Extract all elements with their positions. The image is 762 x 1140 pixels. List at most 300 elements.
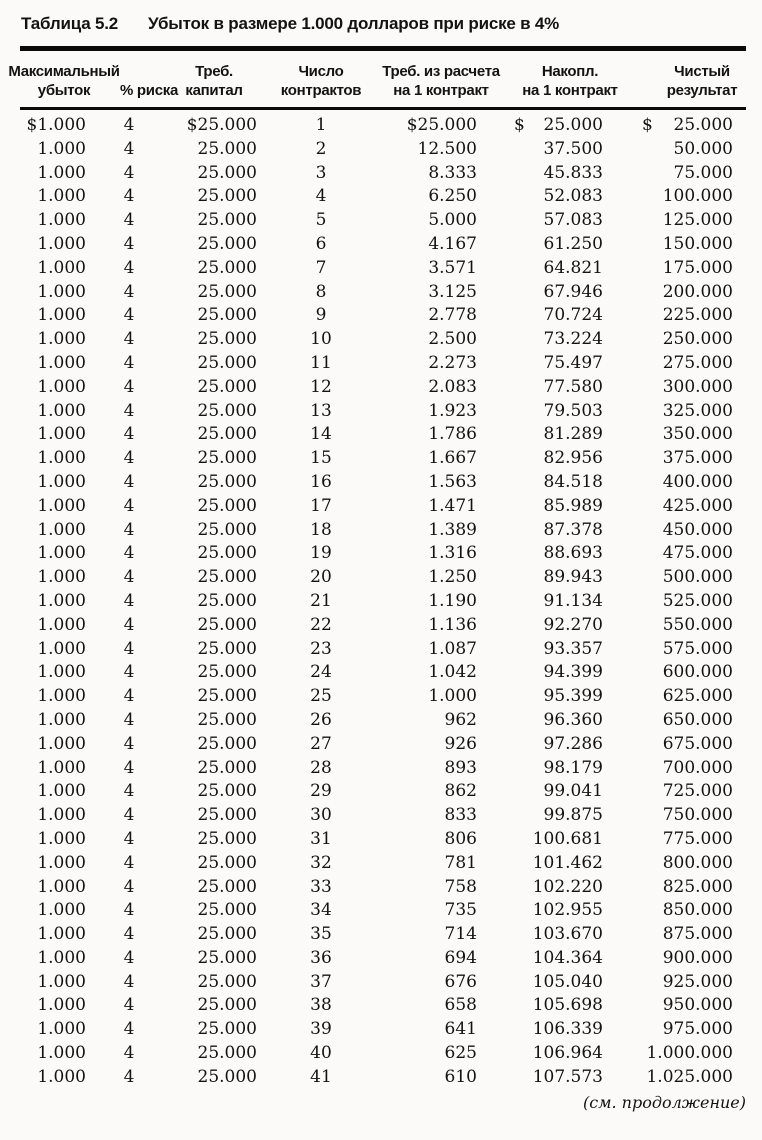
table-cell: 225.000 (662, 305, 733, 326)
table-cell: 75.497 (543, 352, 603, 373)
table-cell: 1 (315, 115, 327, 135)
table-cell: 25.000 (197, 1019, 257, 1040)
table-cell: 41 (310, 1066, 332, 1087)
table-cell: 3.125 (428, 281, 477, 302)
table-cell: 25.000 (197, 828, 257, 849)
table-cell: 1.000.000 (646, 1043, 733, 1064)
table-cell: 1.250 (428, 567, 477, 588)
table-cell: 40 (310, 1043, 332, 1064)
table-cell: 550.000 (662, 614, 733, 635)
table-cell: 1.000 (37, 448, 86, 469)
table-cell: 325.000 (662, 400, 733, 421)
table-cell: $1.000 (26, 115, 86, 135)
table-cell: 4 (123, 924, 135, 945)
table-cell: 758 (444, 876, 477, 897)
table-cell: 12.500 (417, 138, 477, 159)
table-row (20, 757, 746, 781)
col-header-5: Треб. из расчета на 1 контракт (382, 49, 480, 109)
table-cell: 1.000 (37, 686, 86, 707)
table-cell: 104.364 (532, 947, 603, 968)
table-cell: 25.000 (197, 305, 257, 326)
table-cell: 806 (444, 828, 477, 849)
table-row (20, 471, 746, 495)
table-cell: 107.573 (532, 1066, 603, 1087)
table-cell: 8.333 (428, 162, 477, 183)
table-cell: 4 (123, 995, 135, 1016)
table-cell: 31 (310, 828, 332, 849)
table-cell: 1.000 (37, 995, 86, 1016)
table-cell: 1.000 (37, 805, 86, 826)
dollar-sign: $ (642, 115, 653, 135)
table-cell: 4 (315, 186, 327, 207)
table-cell: 4 (123, 162, 135, 183)
table-cell: 525.000 (662, 590, 733, 611)
table-cell: 87.378 (543, 519, 603, 540)
table-cell: 1.471 (428, 495, 477, 516)
table-cell: 714 (444, 924, 477, 945)
table-cell: 700.000 (662, 757, 733, 778)
table-cell: 25.000 (197, 852, 257, 873)
table-cell: 1.000 (37, 186, 86, 207)
table-cell: 4 (123, 495, 135, 516)
table-cell: 4 (123, 305, 135, 326)
table-cell: 4 (123, 686, 135, 707)
table-cell: 88.693 (543, 543, 603, 564)
table-cell: 24 (310, 662, 332, 683)
col-header-2: % риска (90, 49, 168, 109)
table-cell: 200.000 (662, 281, 733, 302)
table-caption: Убыток в размере 1.000 долларов при риске в 4% (148, 14, 560, 33)
table-cell: 658 (444, 995, 477, 1016)
table-cell: 1.000 (37, 971, 86, 992)
table-cell: 4 (123, 1066, 135, 1087)
table-cell: 96.360 (543, 709, 603, 730)
table-cell: 4 (123, 376, 135, 397)
table-cell: 926 (444, 733, 477, 754)
table-cell: 25.000 (197, 257, 257, 278)
table-cell: $25.000 (406, 115, 477, 135)
table-cell: 1.000 (37, 352, 86, 373)
table-cell: 89.943 (543, 567, 603, 588)
table-row (20, 685, 746, 709)
table-cell: 1.087 (428, 638, 477, 659)
table-cell: 775.000 (662, 828, 733, 849)
table-cell: 79.503 (543, 400, 603, 421)
table-cell: 641 (444, 1019, 477, 1040)
table-cell: 19 (310, 543, 332, 564)
table-cell: 12 (310, 376, 332, 397)
table-cell: 25.000 (197, 614, 257, 635)
table-cell: 25.000 (197, 424, 257, 445)
table-cell: 1.025.000 (646, 1066, 733, 1087)
table-cell: 25.000 (197, 281, 257, 302)
table-cell: 105.040 (532, 971, 603, 992)
table-cell: 10 (310, 329, 332, 350)
table-cell: 4.167 (428, 233, 477, 254)
table-row (20, 447, 746, 471)
table-cell: 4 (123, 662, 135, 683)
table-cell: 4 (123, 947, 135, 968)
table-cell: 1.000 (37, 138, 86, 159)
table-cell: 25.000 (197, 138, 257, 159)
table-cell: 1.000 (37, 281, 86, 302)
table-cell: 862 (444, 781, 477, 802)
table-header (8, 49, 746, 109)
table-row (20, 899, 746, 923)
table-cell: 175.000 (662, 257, 733, 278)
table-cell: 4 (123, 329, 135, 350)
table-cell: 4 (123, 828, 135, 849)
table-cell: 625 (444, 1043, 477, 1064)
table-cell: 25.000 (197, 352, 257, 373)
table-cell: 57.083 (543, 210, 603, 231)
table-cell: 1.000 (37, 1019, 86, 1040)
risk-table (8, 46, 746, 1090)
table-cell: 15 (310, 448, 332, 469)
table-cell: 4 (123, 186, 135, 207)
table-row (20, 281, 746, 305)
table-row (20, 209, 746, 233)
table-cell: 825.000 (662, 876, 733, 897)
table-cell: 1.000 (37, 614, 86, 635)
table-row (20, 828, 746, 852)
table-cell: 1.000 (37, 424, 86, 445)
table-cell: 106.339 (532, 1019, 603, 1040)
table-row (20, 923, 746, 947)
table-cell: 25.000 (197, 590, 257, 611)
table-cell: 32 (310, 852, 332, 873)
table-row (20, 257, 746, 281)
table-cell: 98.179 (543, 757, 603, 778)
table-cell: 1.667 (428, 448, 477, 469)
table-number: Таблица 5.2 (21, 14, 119, 33)
table-row (20, 590, 746, 614)
table-cell: 35 (310, 924, 332, 945)
table-cell: 52.083 (543, 186, 603, 207)
table-cell: 2.500 (428, 329, 477, 350)
table-cell: 1.786 (428, 424, 477, 445)
table-cell: 99.041 (543, 781, 603, 802)
table-row (20, 804, 746, 828)
table-cell: 650.000 (662, 709, 733, 730)
table-cell: 1.000 (37, 162, 86, 183)
table-cell: 20 (310, 567, 332, 588)
table-cell: 2.778 (428, 305, 477, 326)
table-cell: 1.000 (37, 852, 86, 873)
table-cell: 4 (123, 400, 135, 421)
table-cell: 475.000 (662, 543, 733, 564)
table-cell: 1.389 (428, 519, 477, 540)
table-cell: 45.833 (543, 162, 603, 183)
table-cell: 25.000 (197, 709, 257, 730)
table-cell: 103.670 (532, 924, 603, 945)
dollar-sign: $ (514, 115, 525, 135)
table-cell: 70.724 (543, 305, 603, 326)
table-cell: 38 (310, 995, 332, 1016)
table-row (20, 328, 746, 352)
table-row (20, 109, 746, 138)
table-cell: 21 (310, 590, 332, 611)
table-cell: 25.000 (197, 971, 257, 992)
table-cell: 25.000 (197, 376, 257, 397)
table-cell: 25.000 (197, 876, 257, 897)
table-cell: 4 (123, 424, 135, 445)
table-cell: 77.580 (543, 376, 603, 397)
table-cell: 25.000 (197, 471, 257, 492)
table-cell: 781 (444, 852, 477, 873)
table-cell: 75.000 (673, 162, 733, 183)
table-cell: 1.000 (37, 1043, 86, 1064)
table-cell: 900.000 (662, 947, 733, 968)
table-cell: 7 (315, 257, 327, 278)
table-cell: 100.000 (662, 186, 733, 207)
table-cell: 25.000 (197, 400, 257, 421)
table-cell: 4 (123, 138, 135, 159)
table-cell: 93.357 (543, 638, 603, 659)
table-cell: 102.220 (532, 876, 603, 897)
table-cell: 25.000 (197, 947, 257, 968)
table-cell: 1.000 (37, 210, 86, 231)
table-cell: 67.946 (543, 281, 603, 302)
table-cell: 1.000 (37, 662, 86, 683)
table-cell: 25.000 (197, 1066, 257, 1087)
table-row (20, 376, 746, 400)
table-cell: 1.000 (37, 471, 86, 492)
table-title (0, 0, 762, 34)
table-cell: 893 (444, 757, 477, 778)
table-cell: 85.989 (543, 495, 603, 516)
table-cell: 8 (315, 281, 327, 302)
table-cell: 13 (310, 400, 332, 421)
table-cell: 11 (310, 352, 332, 373)
table-row (20, 971, 746, 995)
table-row (20, 519, 746, 543)
table-cell: 4 (123, 781, 135, 802)
table-cell: 610 (444, 1066, 477, 1087)
table-cell: 1.000 (37, 305, 86, 326)
table-cell: 4 (123, 1019, 135, 1040)
table-cell: 94.399 (543, 662, 603, 683)
table-row (20, 352, 746, 376)
table-cell: 29 (310, 781, 332, 802)
table-cell: 375.000 (662, 448, 733, 469)
table-row (20, 614, 746, 638)
table-cell: 25.000 (197, 924, 257, 945)
table-row (20, 947, 746, 971)
table-cell: 6.250 (428, 186, 477, 207)
table-cell: 850.000 (662, 900, 733, 921)
table-cell: 25.000 (197, 186, 257, 207)
table-cell: 6 (315, 233, 327, 254)
table-cell: 25.000 (197, 210, 257, 231)
table-cell: 82.956 (543, 448, 603, 469)
table-cell: 25.000 (197, 162, 257, 183)
table-cell: 275.000 (662, 352, 733, 373)
table-cell: 250.000 (662, 329, 733, 350)
table-cell: 37.500 (543, 138, 603, 159)
table-cell: 1.136 (428, 614, 477, 635)
table-cell: 25.000 (197, 686, 257, 707)
table-cell: 4 (123, 614, 135, 635)
table-cell: 750.000 (662, 805, 733, 826)
table-cell: 16 (310, 471, 332, 492)
continuation-note: (см. продолжение) (583, 1092, 746, 1112)
table-cell: 1.000 (37, 757, 86, 778)
table-cell: 99.875 (543, 805, 603, 826)
table-cell: 73.224 (543, 329, 603, 350)
table-cell: 1.000 (37, 781, 86, 802)
table-cell: 1.000 (37, 376, 86, 397)
table-cell: 1.000 (37, 233, 86, 254)
table-cell: 25 (310, 686, 332, 707)
table-cell: 25.000 (197, 543, 257, 564)
table-cell: 425.000 (662, 495, 733, 516)
table-cell: 4 (123, 638, 135, 659)
table-cell: 25.000 (197, 519, 257, 540)
table-row (20, 876, 746, 900)
table-cell: 4 (123, 590, 135, 611)
table-cell: 25.000 (197, 1043, 257, 1064)
table-cell: 4 (123, 448, 135, 469)
table-cell: 50.000 (673, 138, 733, 159)
table-cell: 2.083 (428, 376, 477, 397)
table-cell: 4 (123, 233, 135, 254)
table-cell: 1.000 (37, 495, 86, 516)
table-row (20, 185, 746, 209)
table-cell: 694 (444, 947, 477, 968)
table-cell: 25.000 (197, 662, 257, 683)
table-cell: 1.000 (37, 329, 86, 350)
table-cell: 91.134 (543, 590, 603, 611)
table-row (20, 495, 746, 519)
table-cell: 4 (123, 900, 135, 921)
table-cell: 4 (123, 876, 135, 897)
table-cell: 5 (315, 210, 327, 231)
table-cell: 675.000 (662, 733, 733, 754)
table-row (20, 400, 746, 424)
table-cell: 450.000 (662, 519, 733, 540)
table-cell: 9 (315, 305, 327, 326)
table-cell: 1.000 (37, 900, 86, 921)
table-cell: 1.000 (37, 1066, 86, 1087)
table-row (20, 709, 746, 733)
table-cell: 4 (123, 733, 135, 754)
table-cell: 25.000 (197, 638, 257, 659)
table-cell: 25.000 (197, 733, 257, 754)
table-cell: 676 (444, 971, 477, 992)
col-header-7: Чистый результат (606, 49, 746, 109)
table-cell: 125.000 (662, 210, 733, 231)
table-cell: 833 (444, 805, 477, 826)
table-cell: 600.000 (662, 662, 733, 683)
table-cell: 97.286 (543, 733, 603, 754)
table-cell: 5.000 (428, 210, 477, 231)
table-cell: 300.000 (662, 376, 733, 397)
table-row (20, 1042, 746, 1066)
table-row (20, 304, 746, 328)
table-cell: 4 (123, 519, 135, 540)
table-cell: 4 (123, 852, 135, 873)
table-cell: 84.518 (543, 471, 603, 492)
table-cell: 350.000 (662, 424, 733, 445)
table-cell: 18 (310, 519, 332, 540)
table-cell: 1.316 (428, 543, 477, 564)
table-row (20, 994, 746, 1018)
table-cell: 1.042 (428, 662, 477, 683)
table-cell: 23 (310, 638, 332, 659)
table-cell: 3 (315, 162, 327, 183)
table-cell: 1.000 (37, 709, 86, 730)
table-cell: 27 (310, 733, 332, 754)
table-cell: 102.955 (532, 900, 603, 921)
table-cell: 64.821 (543, 257, 603, 278)
table-cell: 1.000 (37, 733, 86, 754)
table-cell: 37 (310, 971, 332, 992)
table-cell: 735 (444, 900, 477, 921)
table-row (20, 1066, 746, 1090)
table-row (20, 423, 746, 447)
table-cell: 575.000 (662, 638, 733, 659)
table-cell: 61.250 (543, 233, 603, 254)
table-cell: 1.000 (428, 686, 477, 707)
table-cell: 950.000 (662, 995, 733, 1016)
table-cell: 925.000 (662, 971, 733, 992)
table-cell: 4 (123, 352, 135, 373)
table-cell: 4 (123, 805, 135, 826)
table-cell: 101.462 (532, 852, 603, 873)
table-cell: 81.289 (543, 424, 603, 445)
table-cell: 25.000 (197, 567, 257, 588)
table-row (20, 661, 746, 685)
table-cell: 4 (123, 757, 135, 778)
table-cell: 4 (123, 1043, 135, 1064)
table-cell: 25.000 (197, 757, 257, 778)
table-header-row (20, 49, 746, 109)
table-cell: 25.000 (197, 805, 257, 826)
table-row (20, 780, 746, 804)
col-header-4: Число контрактов (260, 49, 382, 109)
table-cell: 4 (123, 257, 135, 278)
table-cell: 105.698 (532, 995, 603, 1016)
table-cell: 2.273 (428, 352, 477, 373)
table-cell: 25.000 (197, 781, 257, 802)
table-cell: 30 (310, 805, 332, 826)
table-cell: $ 25.000 (606, 109, 746, 138)
table-cell: 3.571 (428, 257, 477, 278)
table-row (20, 233, 746, 257)
table-cell: 962 (444, 709, 477, 730)
table-cell: 4 (123, 281, 135, 302)
table-body (20, 109, 746, 1090)
table-cell: 1.000 (37, 590, 86, 611)
table-row (20, 162, 746, 186)
table-cell: 1.923 (428, 400, 477, 421)
table-row (20, 852, 746, 876)
table-cell: 1.000 (37, 638, 86, 659)
table-cell: 975.000 (662, 1019, 733, 1040)
table-cell: 4 (123, 115, 135, 135)
table-cell: 1.563 (428, 471, 477, 492)
table-cell: 34 (310, 900, 332, 921)
table-cell: 4 (123, 543, 135, 564)
col-header-3: Треб. капитал (168, 49, 260, 109)
table-cell: 39 (310, 1019, 332, 1040)
table-cell: 36 (310, 947, 332, 968)
table-cell: 95.399 (543, 686, 603, 707)
table-cell: 22 (310, 614, 332, 635)
table-cell: 500.000 (662, 567, 733, 588)
table-cell: $25.000 (186, 115, 257, 135)
